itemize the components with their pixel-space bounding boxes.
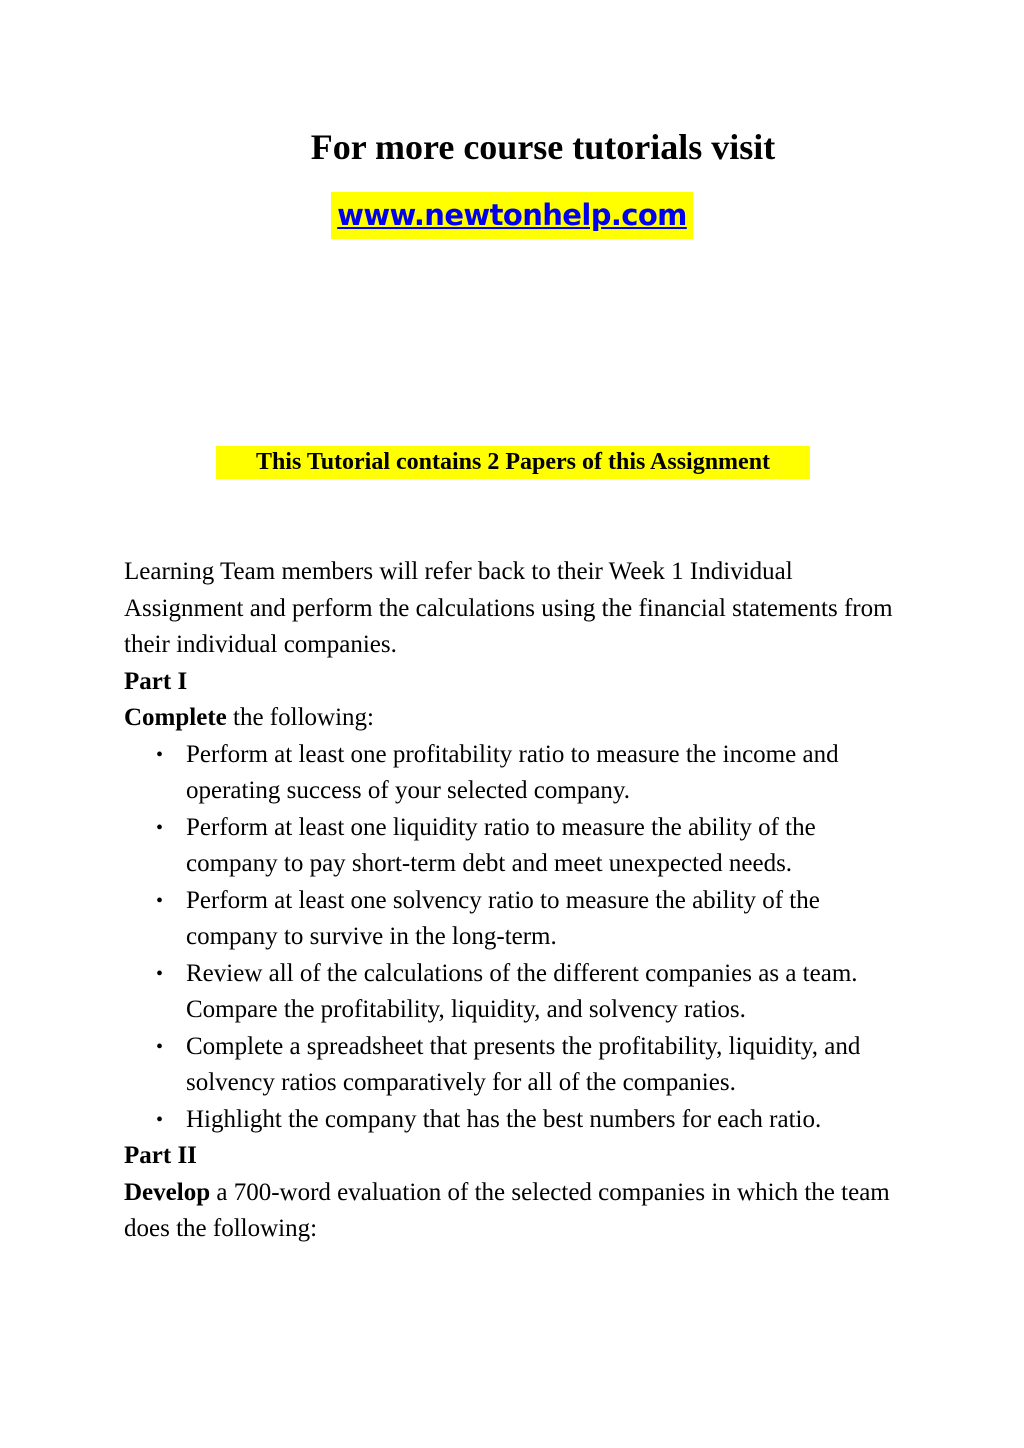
assignment-body [124,554,904,1248]
tutorial-notice: This Tutorial contains 2 Papers of this Assignment [216,446,810,479]
part1-lead-rest: the following: [226,704,374,731]
list-item: • Highlight the company that has the best numbers for each ratio. [186,1102,904,1139]
intro-paragraph: Learning Team members will refer back to their Week 1 Individual Assignment and perform the calculations using the financial statements from their individual companies. [124,558,893,658]
part1-list [124,737,904,1139]
page-title: For more course tutorials visit [310,127,776,167]
list-item: • Perform at least one profitability ratio to measure the income and operating success of your selected company. [186,737,904,810]
part1-lead [124,700,904,737]
website-link[interactable]: www.newtonhelp.com [337,198,687,232]
list-item: • Perform at least one solvency ratio to measure the ability of the company to survive in the long-term. [186,883,904,956]
list-item: • Review all of the calculations of the different companies as a team. Compare the profitability, liquidity, and solvency ratios. [186,956,904,1029]
part1-lead-bold: Complete [124,704,227,731]
link-highlight [331,192,693,239]
part2-lead-bold: Develop [124,1178,211,1206]
part2-lead [124,1175,904,1248]
part1-heading: Part I [124,667,188,695]
part2-lead-rest: a 700-word evaluation of the selected companies in which the team does the following: [124,1178,890,1242]
part2-heading: Part II [124,1142,197,1169]
list-item: • Perform at least one liquidity ratio to measure the ability of the company to pay short-term debt and meet unexpected needs. [186,810,904,883]
list-item: • Complete a spreadsheet that presents the profitability, liquidity, and solvency ratios comparatively for all of the companies. [186,1029,904,1102]
